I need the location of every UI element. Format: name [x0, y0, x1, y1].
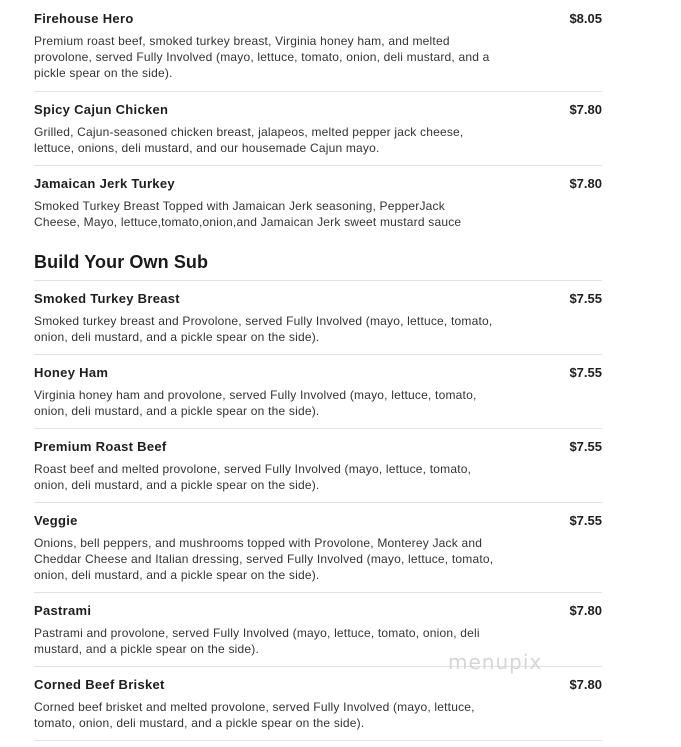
- menu-item-header: [34, 176, 602, 191]
- menu-list: [34, 0, 602, 741]
- menu-item-name: Spicy Cajun Chicken: [34, 102, 169, 117]
- menu-item[interactable]: [34, 92, 602, 166]
- menu-item-price: $7.80: [569, 102, 602, 117]
- menu-item-price: $7.55: [569, 513, 602, 528]
- menu-item-description: Smoked turkey breast and Provolone, served Fully Involved (mayo, lettuce, tomato, onion, deli mustard, and a pickle spear on the side).: [34, 314, 493, 344]
- menu-item-header: [34, 439, 602, 454]
- menu-item-header: [34, 603, 602, 618]
- menu-item-header: [34, 102, 602, 117]
- menu-item-header: [34, 11, 602, 26]
- section-title: Build Your Own Sub: [34, 252, 209, 272]
- menu-item-name: Jamaican Jerk Turkey: [34, 176, 175, 191]
- menu-item-price: $7.80: [569, 603, 602, 618]
- menu-item[interactable]: [34, 281, 602, 355]
- menu-item-price: $7.55: [569, 291, 602, 306]
- menu-item-name: Smoked Turkey Breast: [34, 291, 180, 306]
- menu-item-description: Onions, bell peppers, and mushrooms topped with Provolone, Monterey Jack and Cheddar Cheese and Italian dressing, served Fully Involved (mayo, lettuce, tomato, onion, deli mustard, and a pickle spear on the side).: [34, 536, 494, 582]
- section-header: [34, 234, 602, 281]
- menu-item-header: [34, 291, 602, 306]
- menu-item[interactable]: [34, 503, 602, 593]
- menu-item-description: Grilled, Cajun-seasoned chicken breast, jalapeos, melted pepper jack cheese, lettuce, onions, deli mustard, and our housemade Cajun mayo.: [34, 125, 464, 155]
- menu-item-description: Virginia honey ham and provolone, served Fully Involved (mayo, lettuce, tomato, onion, deli mustard, and a pickle spear on the side).: [34, 388, 477, 418]
- menu-item[interactable]: [34, 166, 602, 234]
- menu-item-description: Smoked Turkey Breast Topped with Jamaican Jerk seasoning, PepperJack Cheese, Mayo, lettuce,tomato,onion,and Jamaican Jerk sweet mustard sauce: [34, 199, 462, 229]
- watermark-logo: menupix: [448, 650, 543, 674]
- menu-item-description: Pastrami and provolone, served Fully Involved (mayo, lettuce, tomato, onion, deli mustard, and a pickle spear on the side).: [34, 626, 480, 656]
- menu-item-description: Roast beef and melted provolone, served Fully Involved (mayo, lettuce, tomato, onion, deli mustard, and a pickle spear on the side).: [34, 462, 472, 492]
- menu-item-name: Pastrami: [34, 603, 92, 618]
- menu-item-price: $7.55: [569, 439, 602, 454]
- menu-item-description: Premium roast beef, smoked turkey breast, Virginia honey ham, and melted provolone, served Fully Involved (mayo, lettuce, tomato, onion, deli mustard, and a pickle spear on the side).: [34, 34, 490, 80]
- menu-item-description: Corned beef brisket and melted provolone, served Fully Involved (mayo, lettuce, tomato, onion, deli mustard, and a pickle spear on the side).: [34, 700, 475, 730]
- menu-item[interactable]: [34, 355, 602, 429]
- menu-item-name: Premium Roast Beef: [34, 439, 167, 454]
- menu-item-price: $8.05: [569, 11, 602, 26]
- menu-item-header: [34, 513, 602, 528]
- menu-item-header: [34, 677, 602, 692]
- menu-item-price: $7.55: [569, 365, 602, 380]
- menu-item[interactable]: [34, 0, 602, 92]
- menu-item-price: $7.80: [569, 677, 602, 692]
- menu-item[interactable]: [34, 667, 602, 741]
- menu-item-name: Honey Ham: [34, 365, 109, 380]
- menu-item-header: [34, 365, 602, 380]
- menu-item[interactable]: [34, 429, 602, 503]
- menu-item-price: $7.80: [569, 176, 602, 191]
- menu-item-name: Corned Beef Brisket: [34, 677, 165, 692]
- menu-item-name: Firehouse Hero: [34, 11, 134, 26]
- menu-item-name: Veggie: [34, 513, 78, 528]
